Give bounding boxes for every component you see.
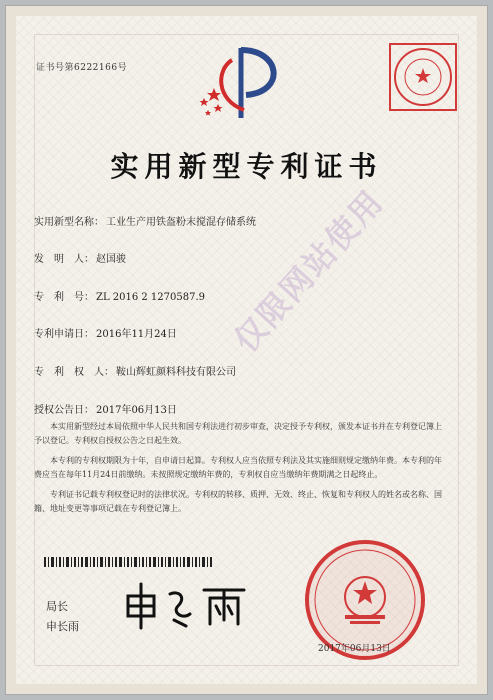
field-value: 鞍山辉虹颜料科技有限公司 bbox=[116, 367, 236, 378]
barcode bbox=[44, 557, 214, 567]
body-paragraph: 专利证书记载专利权登记时的法律状况。专利权的转移、质押、无效、终止、恢复和专利权人的姓名或名称、国籍、地址变更等事项记载在专利登记簿上。 bbox=[34, 490, 442, 513]
field-label: 授权公告日： bbox=[34, 405, 94, 416]
body-paragraph: 本实用新型经过本局依照中华人民共和国专利法进行初步审查，决定授予专利权，颁发本证书并在专利登记簿上予以登记。专利权自授权公告之日起生效。 bbox=[34, 422, 442, 445]
field-grant-date bbox=[34, 401, 177, 416]
field-utility-model-name bbox=[34, 213, 256, 228]
field-value: ZL 2016 2 1270587.9 bbox=[96, 292, 206, 303]
official-name: 申长雨 bbox=[46, 620, 79, 633]
page-title: 实用新型专利证书 bbox=[110, 150, 383, 183]
official-role: 局长 bbox=[46, 600, 68, 613]
field-label: 发 明 人： bbox=[34, 254, 94, 265]
certificate-body bbox=[34, 420, 444, 516]
seal-stamp-small bbox=[386, 40, 460, 114]
certificate-number: 证书号第6222166号 bbox=[36, 63, 128, 73]
field-value: 赵国骏 bbox=[96, 254, 126, 265]
seal-date: 2017年06月13日 bbox=[318, 644, 391, 654]
field-label: 专 利 权 人： bbox=[34, 367, 114, 378]
field-application-date bbox=[34, 325, 177, 340]
field-inventor bbox=[34, 250, 126, 265]
field-label: 专利申请日： bbox=[34, 329, 94, 340]
watermark: 仅限网站使用 bbox=[226, 182, 392, 360]
body-paragraph: 本专利的专利权期限为十年，自申请日起算。专利权人应当依照专利法及其实施细则规定缴纳年费。本专利的年费应当在每年11月24日前缴纳。未按照规定缴纳年费的，专利权自应当缴纳年费期满之日起终止。 bbox=[34, 456, 442, 479]
field-value: 2017年06月13日 bbox=[96, 405, 177, 416]
field-patentee bbox=[34, 363, 236, 378]
field-label: 专 利 号： bbox=[34, 292, 94, 303]
field-value: 2016年11月24日 bbox=[96, 329, 177, 340]
patent-office-logo bbox=[186, 40, 306, 130]
field-value: 工业生产用铁盔粉末搅混存储系统 bbox=[106, 217, 256, 228]
handwritten-signature bbox=[120, 580, 250, 630]
field-label: 实用新型名称： bbox=[34, 217, 104, 228]
field-patent-number bbox=[34, 288, 205, 303]
